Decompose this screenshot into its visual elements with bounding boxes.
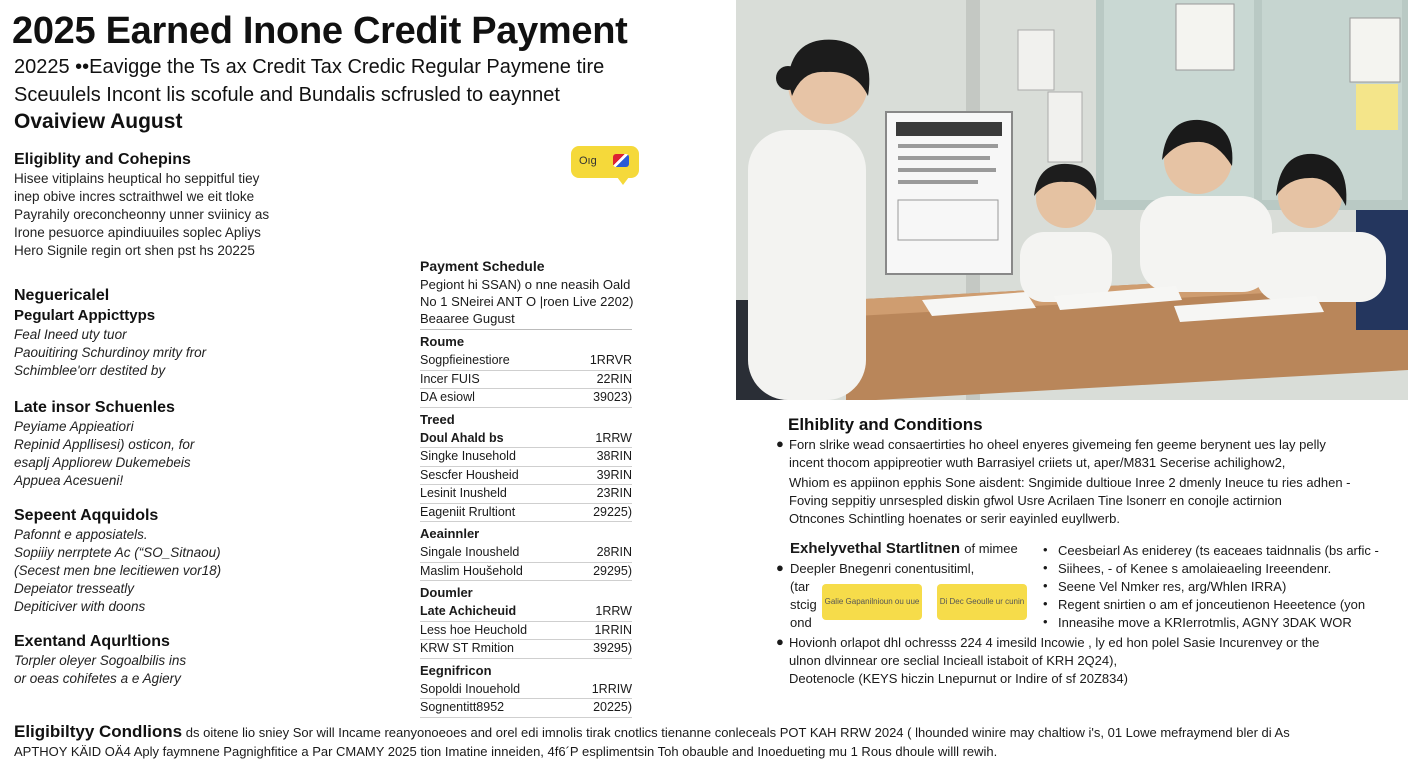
row-value: 39RIN: [596, 467, 632, 482]
regular-line: Paouitiring Schurdinoy mrity fror: [14, 345, 207, 360]
poster: [1176, 4, 1234, 70]
late-line: Appuea Acesueni!: [14, 473, 124, 488]
child-body: [1140, 196, 1272, 292]
row-label: Doul Ahald bs: [420, 430, 504, 445]
footer-label: Eligibiltyy Condlions: [14, 722, 183, 741]
row-value: 1RRIW: [591, 681, 632, 696]
eligibility-line: inep obive incres sctraithwel we eit tloke: [14, 189, 255, 204]
row-value: 29225): [593, 504, 632, 519]
bullet-icon: ●: [776, 436, 784, 451]
row-value: 1RRW: [595, 430, 632, 445]
table-row: [420, 622, 632, 641]
right-bullet-line: Inneasihe move a KRIerrotmlis, AGNY 3DAK WOR: [1058, 615, 1352, 630]
clipboard-header: [896, 122, 1002, 136]
bullet-icon: ●: [776, 634, 784, 649]
row-label: Maslim Houšehold: [420, 563, 523, 578]
clipboard: [886, 112, 1012, 274]
child-body: [1020, 232, 1112, 302]
schedule-group: [420, 332, 632, 408]
conditions-title: Elhiblity and Conditions: [788, 415, 983, 434]
row-value: 23RIN: [596, 486, 632, 500]
bullet-icon: •: [1043, 578, 1048, 593]
row-label: Late Achicheuid: [420, 604, 517, 618]
extended-line: or oeas cohifetes a e Agiery: [14, 671, 181, 686]
schedule-head-line: No 1 SNeirei ANT O |roen Live 2202): [420, 294, 634, 309]
late-line: esaplj Appliorew Dukemebeis: [14, 455, 191, 470]
bullet-icon: ●: [776, 560, 784, 575]
poster: [1350, 18, 1400, 82]
row-label: Sopoldi Inouehold: [420, 681, 521, 696]
conditions-bullet-line: incent thocom appipreotier wuth Barrasiyel criiets ut, aper/M831 Secerise achilighow2,: [789, 455, 1286, 470]
right-bullet-line: Ceesbeiarl As eniderey (ts eaceaes taidnnalis (bs arfic -: [1058, 543, 1379, 558]
notice: [1018, 30, 1054, 90]
table-row: [420, 371, 632, 390]
table-row: [420, 699, 632, 718]
eligibility-section: [14, 150, 334, 260]
row-label: Singale Inousheld: [420, 545, 520, 559]
schedule-group: [420, 583, 632, 659]
payment-schedule-table: [420, 256, 632, 718]
chat-bubble-text: Oıg: [579, 155, 597, 167]
sepeent-line: Depiticiver with doons: [14, 599, 146, 614]
classroom-illustration: [736, 0, 1408, 400]
table-row: [420, 640, 632, 659]
conditions-bullet-line: Forn slrike wead consaertirties ho oheel enyeres givemeing fen geeme berynent ues lay pelly: [789, 437, 1326, 452]
row-label: Less hoe Heuchold: [420, 622, 528, 637]
late-line: Repinid Appllisesi) osticon, for: [14, 437, 195, 452]
sepeent-line: Pafonnt e apposiatels.: [14, 527, 148, 542]
table-row: [420, 563, 632, 582]
sticky-note: [1356, 84, 1398, 130]
bullet-icon: •: [1043, 542, 1048, 557]
chat-bubble-icon: [571, 146, 639, 178]
table-row: [420, 544, 632, 563]
left-bullet-line: stcig: [790, 597, 817, 612]
row-label: DA esiowl: [420, 390, 475, 404]
footer-line-2: APTHOY KÄID OÄ4 Aply faymnene Pagnighfitice a Par CMAMY 2025 tion Imatine inneiden, 4f6´P esplimentsin Toh obauble and Inoedueting mu 1 Rous dhoule willl rewih.: [14, 744, 998, 759]
row-label: Singke Inusehold: [420, 449, 516, 463]
conditions-bullet-line: ulnon dlvinnear ore seclial Incieall istaboit of KRH 2Q24),: [789, 653, 1118, 668]
late-title: Late insor Schuenles: [14, 399, 175, 416]
row-label: Eageniit Rrultiont: [420, 504, 516, 519]
table-row: [420, 430, 632, 449]
right-bullet-line: Seene Vel Nmker res, arg/Whlen IRRA): [1058, 579, 1287, 594]
overview-heading: Ovaiview August: [14, 110, 183, 133]
row-value: 39295): [593, 641, 632, 655]
clipboard-line: [898, 168, 996, 172]
conditions-para-line: Otncones Schintling hoenates or serir eayinled euyllwerb.: [789, 511, 1120, 526]
clipboard-line: [898, 156, 990, 160]
yellow-button-2[interactable]: Di Dec Geoulle ur cunin: [937, 584, 1027, 620]
extended-start-tail: of mimee: [964, 541, 1018, 556]
regular-title: Neguericalel: [14, 287, 110, 304]
conditions-para-line: Foving seppitiy unrsespled diskin gfwol Usre Acrilaen Tine lsonerr en conojle actirnion: [789, 493, 1282, 508]
table-row: [420, 352, 632, 371]
conditions-para-line: Whiom es appiinon epphis Sone aisdent: Sngimide dultioue Inree 2 dmenly Ineuce tu ries adhen -: [789, 475, 1351, 490]
schedule-group: [420, 410, 632, 523]
left-bullet-line: (tar: [790, 579, 810, 594]
regular-section: [14, 286, 334, 380]
schedule-head-line: Beaaree Gugust: [420, 310, 632, 330]
right-bullet-line: Regent snirtien o am ef jonceutienon Heeetence (yon: [1058, 597, 1366, 612]
table-row: [420, 603, 632, 622]
conditions-bullet-line: Hovionh orlapot dhl ochresss 224 4 imesild Incowie , ly ed hon polel Sasie Incurenvey or the: [789, 635, 1320, 650]
regular-line: Feal Ineed uty tuor: [14, 327, 127, 342]
subtitle-line-1: 20225 ••Eavigge the Ts ax Credit Tax Credic Regular Paymene tire: [14, 56, 605, 78]
hair-bun: [776, 66, 800, 90]
sepeent-title: Sepeent Aqquidols: [14, 507, 159, 524]
sepeent-line: Sopiiiy nerrptete Ac (“SO_Sitnaou): [14, 545, 221, 560]
late-line: Peyiame Appieatiori: [14, 419, 134, 434]
regular-line: Schimblee'orr destited by: [14, 363, 166, 378]
table-row: [420, 485, 632, 504]
eligibility-line: Payrahily oreconcheonny unner sviinicy as: [14, 207, 270, 222]
row-value: 1RRIN: [594, 622, 632, 637]
row-value: 1RRW: [595, 604, 632, 618]
teacher-body: [748, 130, 866, 400]
late-section: [14, 398, 334, 490]
schedule-group: [420, 524, 632, 581]
clipboard-line: [898, 144, 998, 148]
classroom-photo: [736, 0, 1408, 400]
sepeent-line: Depeiator tresseatly: [14, 581, 135, 596]
eligibility-line: Hero Signile regin ort shen pst hs 20225: [14, 243, 255, 258]
yellow-button-1[interactable]: Galie Gapanilnioun ou uue: [822, 584, 922, 620]
row-label: Lesinit Inusheld: [420, 486, 507, 500]
row-label: KRW ST Rmition: [420, 641, 515, 655]
group-title: Eegnifricon: [420, 662, 492, 678]
conditions-bullet-line: Deotenocle (KEYS hiczin Lnepurnut or Indire of sf 20Z834): [789, 671, 1128, 686]
table-row: [420, 467, 632, 486]
right-bullet-line: Siihees, - of Kenee s amolaieaeling Ireeendenr.: [1058, 561, 1332, 576]
row-label: Sognentitt8952: [420, 700, 505, 714]
row-label: Sescfer Housheid: [420, 467, 519, 482]
bullet-icon: •: [1043, 614, 1048, 629]
extended-title: Exentand Aqurltions: [14, 633, 170, 650]
row-value: 1RRVR: [589, 353, 632, 367]
row-value: 39023): [593, 390, 632, 404]
eligibility-title: Eligiblity and Cohepins: [14, 151, 191, 168]
schedule-group: [420, 661, 632, 718]
table-row: [420, 448, 632, 467]
row-value: 22RIN: [596, 371, 632, 386]
sepeent-section: [14, 506, 334, 616]
group-title: Aeainnler: [420, 526, 480, 541]
schedule-title: Payment Schedule: [420, 258, 545, 274]
child-body: [1256, 232, 1386, 302]
row-value: 38RIN: [596, 449, 632, 463]
table-row: [420, 504, 632, 523]
sepeent-line: (Secest men bne lecitiewen vor18): [14, 563, 222, 578]
eligibility-line: Hisee vitiplains heuptical ho seppitful tiey: [14, 171, 260, 186]
row-value: 29295): [593, 563, 632, 578]
row-value: 20225): [593, 700, 632, 714]
schedule-head-line: Pegiont hi SSAN) o nne neasih Oald: [420, 277, 631, 292]
page-title: 2025 Earned Inone Credit Payment: [12, 10, 628, 52]
footer-line-1: [14, 722, 1290, 742]
row-label: Sogpfieinestiore: [420, 353, 510, 367]
eligibility-line: Irone pesuorce apindiuuiles soplec Apliys: [14, 225, 261, 240]
extended-start-heading: [790, 540, 1018, 558]
subtitle-line-2: Sceuulels Incont lis scofule and Bundalis scfrusled to eaynnet: [14, 84, 560, 106]
extended-line: Torpler oleyer Sogoalbilis ins: [14, 653, 187, 668]
extended-section: [14, 632, 334, 688]
left-bullet-line: Deepler Bnegenri conentusitiml,: [790, 561, 975, 576]
clipboard-line: [898, 180, 978, 184]
notice: [1048, 92, 1082, 162]
bullet-icon: •: [1043, 596, 1048, 611]
group-title: Roume: [420, 334, 465, 349]
row-value: 28RIN: [596, 545, 632, 559]
footer-text: ds oitene lio sniey Sor will Incame reanyonoeoes and orel edi imnolis tirak cnotlics tienanne conleceals POT KAH RRW 2024 ( lhounded winire may chaltiow i's, 01 Lowe mefraymend bler di As: [185, 725, 1290, 740]
extended-start-title: Exhelyvethal Startlitnen: [790, 540, 961, 557]
left-bullet-line: ond: [790, 615, 812, 630]
group-title: Treed: [420, 411, 455, 427]
row-label: Incer FUIS: [420, 371, 480, 386]
group-title: Doumler: [420, 585, 473, 600]
flag-icon: [613, 154, 629, 167]
bullet-icon: •: [1043, 560, 1048, 575]
table-row: [420, 681, 632, 700]
regular-subtitle: Pegulart Appicttyps: [14, 307, 156, 324]
table-row: [420, 389, 632, 408]
